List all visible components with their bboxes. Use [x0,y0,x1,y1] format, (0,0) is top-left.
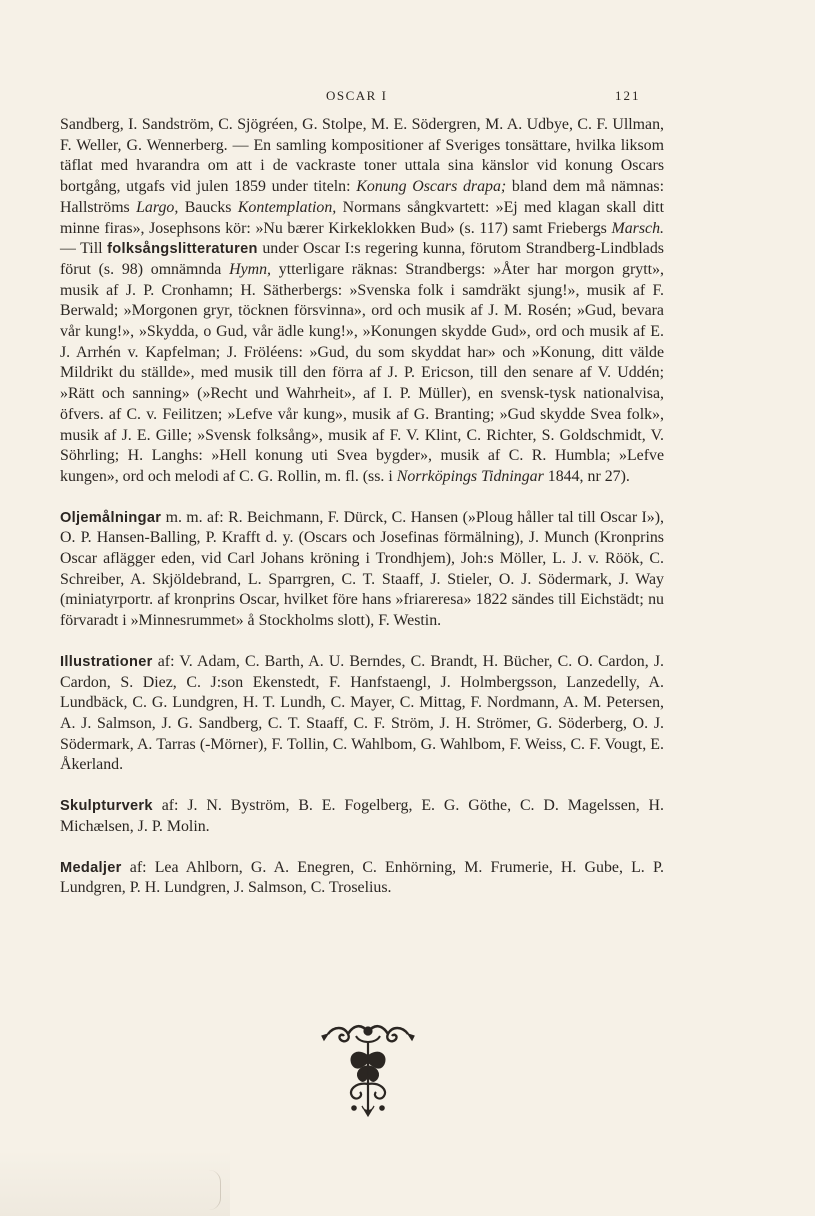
text-run: Normans sångkvartett: »Ej med klagan skall ditt minne firas», Josephsons kör: »Nu bærer Kirkeklokken Bud» (s. 117) samt Friebergs [60,198,665,237]
text-run: af: V. Adam, C. Barth, A. U. Berndes, C. Brandt, H. Bücher, C. O. Cardon, J. Cardon, S. Diez, C. J:son Ekenstedt, F. Hanfstaengl, J. Holmbergsson, Lanzedelly, A. Lundbäck, C. G. Lundgren, H. T. Lundh, C. Mayer, C. Mittag, F. Nordmann, A. M. Petersen, A. J. Salmson, J. G. Sandberg, C. T. Staaff, C. F. Ström, J. H. Strömer, G. Söderberg, O. J. Södermark, A. Tarras (-Mörner), F. Tollin, C. Wahlbom, G. Wahlbom, F. Weiss, C. F. Vougt, E. Åkerland. [60,652,664,774]
fleuron-ornament-icon [318,1022,418,1118]
section-heading-illustrationer: Illustrationer [60,653,153,670]
text-run: m. m. af: R. Beichmann, F. Dürck, C. Hansen (»Ploug håller tal till Oscar I»), O. P. Hansen-Balling, P. Krafft d. y. (Oscars och Josefinas förmälning), J. Munch (Kronprins Oscar aflägger eden, vid Carl Johans kröning i Trondhjem), Joh:s Möller, L. J. v. Röök, C. Schreiber, A. Skjöldebrand, L. Sparrgren, C. T. Staaff, J. Stieler, O. J. Södermark, J. Way (miniatyrportr. af kronprins Oscar, hvilket före hans »friareresa» 1822 sändes till Eichstädt; nu förvaradt i »Minnesrummet» å Stockholms slott), F. Westin. [60,508,664,630]
paragraph-medaljer [60,858,664,899]
section-heading-skulpturverk: Skulpturverk [60,798,153,815]
section-heading-folksangslitteraturen: folksångslitteraturen [107,241,258,258]
body-text [60,115,664,899]
text-run: af: Lea Ahlborn, G. A. Enegren, C. Enhörning, M. Frumerie, H. Gube, L. P. Lundgren, P. H. Lundgren, J. Salmson, C. Troselius. [60,858,664,897]
running-head [0,88,815,108]
page-number: 121 [615,88,641,103]
text-run: under Oscar I:s regering kunna, förutom Strandberg-Lindblads förut (s. 98) omnämnda [60,240,664,278]
section-heading-medaljer: Medaljer [60,859,122,876]
section-heading-oljemalningar: Oljemålningar [60,509,162,526]
title-marsch: Marsch. [611,219,664,237]
paper-stain [0,1150,230,1216]
text-run: Baucks [178,198,238,216]
text-run: ytterligare räknas: Strandbergs: »Åter har morgon grytt», musik af J. P. Cronhamn; H. Sätherbergs: »Svenska folk i samdräkt sjung!», musik af F. Berwald; »Morgonen gryr, töcknen försvinna», ord och musik af J. M. Rosén; »Gud, bevara vår kung!», »Skydda, o Gud, vår ädle kung!», »Konungen skydde Gud», ord och musik af E. J. Arrhén v. Kapfelman; J. Fröléens: »Gud, du som skyddat har» och »Konung, ditt välde Mildrikt du ställde», med musik till den förra af J. P. Ericson, till den senare af V. Uddén; »Rätt och sanning» (»Recht und Wahrheit», af I. P. Müller), en svensk-tysk nationalvisa, öfvers. af C. v. Feilitzen; »Lefve vår kung», musik af G. Branting; »Gud skydde Svea folk», musik af J. E. Gille; »Svensk folksång», musik af F. V. Klint, C. Richter, S. Goldschmidt, V. Söhrling; H. Langhs: »Hell konung uti Svea bygder», musik af C. R. Humbla; »Lefve kungen», ord och melodi af C. G. Rollin, m. fl. (ss. i [60,260,664,485]
text-run: — Till [60,240,108,258]
paragraph-folksang [60,115,664,488]
title-konung-oscars-drapa: Konung Oscars drapa; [356,178,507,196]
paragraph-oljemalningar [60,508,664,632]
text-run: Sandberg, I. Sandström, C. Sjögréen, G. Stolpe, M. E. Södergren, M. A. Udbye, C. F. Ullman, F. Weller, G. Wennerberg. — En samling kompositioner af Sveriges tonsättare, hvilka liksom täflat med hvarandra om att i de vackraste toner uttala sina känslor vid konung Oscars bortgång, utgafs vid julen 1859 under titeln: [60,116,664,196]
text-run: 1844, nr 27). [543,467,630,485]
title-hymn: Hymn, [229,260,272,278]
title-kontemplation: Kontemplation, [237,198,337,216]
title-largo: Largo, [136,198,179,216]
running-head-title: OSCAR I [326,88,388,103]
title-norrkopings-tidningar: Norrköpings Tidningar [396,467,544,485]
text-run: af: J. N. Byström, B. E. Fogelberg, E. G. Göthe, C. D. Magelssen, H. Michælsen, J. P. Molin. [60,797,664,835]
text-run: bland dem må nämnas: Hallströms [60,178,664,216]
paper-fold-mark [206,1170,221,1210]
paragraph-skulpturverk [60,796,664,837]
paragraph-illustrationer [60,652,664,776]
